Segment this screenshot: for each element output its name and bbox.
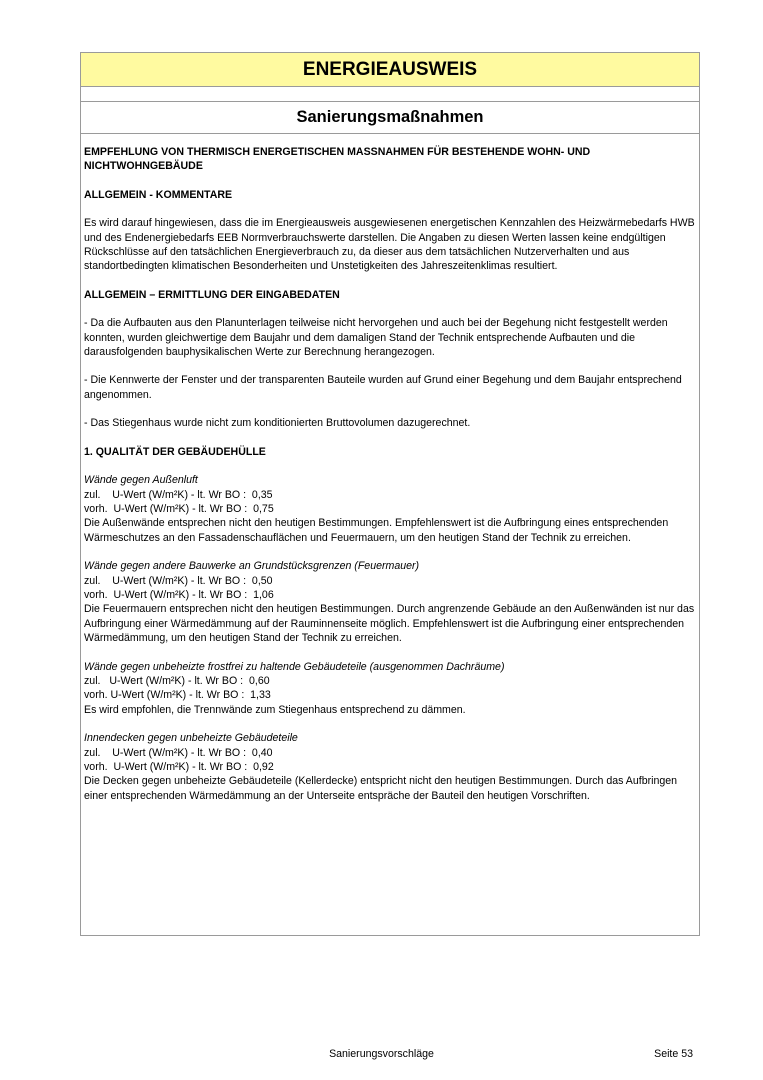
- page-number: Seite 53: [654, 1048, 693, 1060]
- section-text: Die Außenwände entsprechen nicht den heutigen Bestimmungen. Empfehlenswert ist die Aufbringung eines entsprechenden Wärmeschutzes an den Fassadenschauflächen und Feuermauern, um den heutigen Stand der Technik zu erreichen.: [84, 517, 669, 544]
- footer-section-label: Sanierungsvorschläge: [329, 1048, 434, 1060]
- u-value-vorh: vorh. U-Wert (W/m²K) - lt. Wr BO : 0,92: [84, 761, 274, 773]
- heading-allgemein-kommentare: ALLGEMEIN - KOMMENTARE: [84, 188, 233, 201]
- section-text: Die Feuermauern entsprechen nicht den heutigen Bestimmungen. Durch angrenzende Gebäude an den Außenwänden ist nur das Aufbringung einer Wärmedämmung auf der Rauminnenseite möglich. Empfehlenswert ist die Aufbringung einer entsprechenden Wärmedämmung, um den heutigen Stand der Technik zu erreichen.: [84, 603, 695, 645]
- u-value-zul: zul. U-Wert (W/m²K) - lt. Wr BO : 0,40: [84, 746, 273, 759]
- u-value-vorh: vorh. U-Wert (W/m²K) - lt. Wr BO : 1,33: [84, 689, 271, 702]
- section-waende-aussenluft: [84, 473, 695, 545]
- page-title: ENERGIEAUSWEIS: [81, 53, 699, 87]
- section-innendecken: [84, 731, 695, 803]
- main-heading: EMPFEHLUNG VON THERMISCH ENERGETISCHEN MASSNAHMEN FÜR BESTEHENDE WOHN- UND NICHTWOHNGEBÄUDE: [84, 146, 591, 173]
- heading-qualitaet: 1. QUALITÄT DER GEBÄUDEHÜLLE: [84, 445, 266, 458]
- section-title: Innendecken gegen unbeheizte Gebäudeteile: [84, 732, 298, 745]
- u-value-zul: zul. U-Wert (W/m²K) - lt. Wr BO : 0,35: [84, 488, 273, 501]
- section-unbeheizte-gebaeudeteile: [84, 660, 695, 718]
- u-value-vorh: vorh. U-Wert (W/m²K) - lt. Wr BO : 1,06: [84, 588, 274, 601]
- section-text: Es wird empfohlen, die Trennwände zum Stiegenhaus entsprechend zu dämmen.: [84, 703, 466, 716]
- document-frame: [80, 52, 700, 936]
- u-value-zul: zul. U-Wert (W/m²K) - lt. Wr BO : 0,60: [84, 674, 270, 687]
- section-title: Wände gegen unbeheizte frostfrei zu haltende Gebäudeteile (ausgenommen Dachräume): [84, 660, 505, 673]
- heading-ermittlung: ALLGEMEIN – ERMITTLUNG DER EINGABEDATEN: [84, 288, 340, 301]
- spacer-row: [81, 87, 699, 102]
- document-content: [81, 134, 699, 803]
- u-value-vorh: vorh. U-Wert (W/m²K) - lt. Wr BO : 0,75: [84, 502, 274, 515]
- section-feuermauer: [84, 559, 695, 645]
- page-subtitle: Sanierungsmaßnahmen: [81, 102, 699, 134]
- paragraph-ermittlung-3: - Das Stiegenhaus wurde nicht zum konditionierten Bruttovolumen dazugerechnet.: [84, 417, 471, 430]
- paragraph-ermittlung-1: - Da die Aufbauten aus den Planunterlagen teilweise nicht hervorgehen und auch bei der Begehung nicht festgestellt werden konnten, wurden gleichwertige dem Baujahr und dem damaligen Stand der Technik entsprechende Aufbauten und die darausfolgenden bauphysikalischen Werte zur Berechnung herangezogen.: [84, 317, 668, 359]
- section-title: Wände gegen andere Bauwerke an Grundstücksgrenzen (Feuermauer): [84, 560, 420, 573]
- section-text: Die Decken gegen unbeheizte Gebäudeteile (Kellerdecke) entspricht nicht den heutigen Bestimmungen. Durch das Aufbringen einer entsprechenden Wärmedämmung an der Unterseite entspräche der Bauteil den heutigen Vorschriften.: [84, 775, 678, 802]
- u-value-zul: zul. U-Wert (W/m²K) - lt. Wr BO : 0,50: [84, 574, 273, 587]
- section-title: Wände gegen Außenluft: [84, 474, 198, 487]
- paragraph-kommentare: Es wird darauf hingewiesen, dass die im Energieausweis ausgewiesenen energetischen Kennzahlen des Heizwärmebedarfs HWB und des Endenergiebedarfs EEB Normverbrauchswerte darstellen. Die Angaben zu diesen Werten lassen keine endgültigen Rückschlüsse auf den tatsächlichen Energieverbrauch zu, da dieser aus dem tatsächlichen Nutzerverhalten und aus standortbedingten klimatischen Besonderheiten und Unstetigkeiten des Jahreszeitenklimas resultiert.: [84, 217, 695, 273]
- paragraph-ermittlung-2: - Die Kennwerte der Fenster und der transparenten Bauteile wurden auf Grund einer Begehung und dem Baujahr entsprechend angenommen.: [84, 374, 682, 401]
